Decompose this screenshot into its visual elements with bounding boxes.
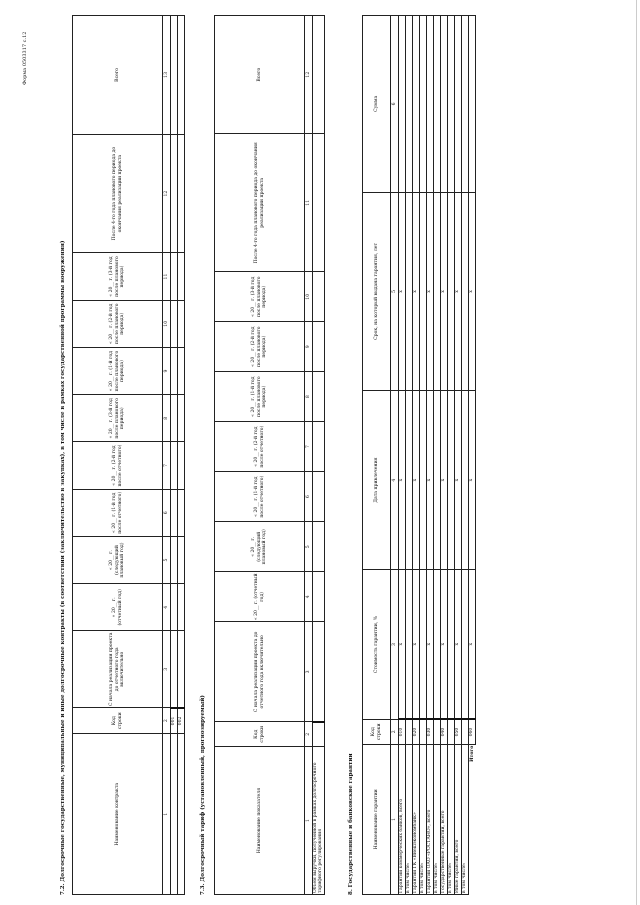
table-cell[interactable] [171, 395, 178, 442]
col-header: « 20__ г. (2-й год после отчетного) [215, 422, 305, 472]
table-cell[interactable] [427, 16, 434, 193]
table-cell[interactable] [462, 391, 469, 570]
table-cell: х [399, 391, 406, 570]
col-number: 13 [163, 16, 171, 135]
row-label: Объем выручки, полученной в рамках долгосрочного тарифного регулирования [313, 747, 325, 895]
table-cell: х [413, 570, 420, 720]
table-row [434, 16, 441, 895]
table-cell[interactable] [313, 622, 325, 722]
table-cell[interactable] [434, 391, 441, 570]
table-cell[interactable] [420, 570, 427, 720]
col-number: 9 [163, 347, 171, 394]
row-code: 050 [455, 719, 462, 744]
col-number: 9 [305, 322, 313, 372]
col-number: 10 [305, 272, 313, 322]
table-row [427, 16, 434, 895]
col-header: « 20__ г. (2-й год после планового периода) [73, 300, 163, 347]
row-code: 030 [427, 719, 434, 744]
row-label: Гарантии коммерческих банков, всего [399, 744, 406, 894]
table-cell[interactable] [178, 134, 185, 253]
section-7-3-title: 7.3. Долгосрочный тариф (установленный, прогнозируемый) [200, 695, 206, 895]
col-number: 11 [163, 253, 171, 300]
table-cell[interactable] [313, 372, 325, 422]
table-cell[interactable] [178, 734, 185, 895]
table-cell[interactable] [313, 572, 325, 622]
col-number: 3 [163, 631, 171, 708]
col-number: 3 [305, 622, 313, 722]
col-number: 2 [391, 719, 399, 744]
col-header: « 20__ г. (1-й год после планового периода) [215, 372, 305, 422]
col-header: Наименование показателя [215, 747, 305, 895]
table-cell[interactable] [171, 489, 178, 536]
col-header: После 4-го года планового периода до окончания реализации проекта [215, 134, 305, 272]
table-cell[interactable] [178, 300, 185, 347]
row-code: 040 [441, 719, 448, 744]
col-header: « 20__ г. (1-й год после отчетного) [73, 489, 163, 536]
col-header: Код строки [73, 708, 163, 734]
col-number: 12 [305, 16, 313, 134]
table-cell[interactable] [448, 570, 455, 720]
table-cell[interactable] [406, 192, 413, 390]
table-cell[interactable] [171, 16, 178, 135]
scan-edge-line [636, 0, 637, 905]
col-header: « 20__ г. (отчетный год) [73, 584, 163, 631]
col-number: 1 [391, 744, 399, 894]
table-cell[interactable] [178, 631, 185, 708]
table-cell[interactable] [434, 16, 441, 193]
table-row [462, 16, 469, 895]
col-number: 1 [305, 747, 313, 895]
col-number: 7 [163, 442, 171, 489]
col-header: Срок, на который выдана гарантия, лет [363, 192, 391, 390]
table-row [448, 16, 455, 895]
row-label: Иные гарантии, всего [455, 744, 462, 894]
table-7-3 [214, 15, 325, 895]
row-code: 060 [469, 719, 476, 744]
table-cell[interactable] [171, 536, 178, 583]
row-label: в том числе: [420, 744, 427, 894]
table-cell[interactable] [178, 16, 185, 135]
col-header: « 20__ г. (1-й год после планового периода) [73, 347, 163, 394]
table-row [406, 16, 413, 895]
table-cell: х [455, 192, 462, 390]
col-header: « 20__ г. (отчетный год) [215, 572, 305, 622]
table-8 [362, 15, 476, 895]
table-cell[interactable] [406, 16, 413, 193]
row-label: Гарантии ГК «Внешэкономбанк» [413, 744, 420, 894]
table-cell: х [413, 192, 420, 390]
col-number: 5 [391, 192, 399, 390]
table-cell[interactable] [462, 570, 469, 720]
col-number: 11 [305, 134, 313, 272]
col-number: 5 [163, 536, 171, 583]
table-row [413, 16, 420, 895]
col-number: 6 [305, 472, 313, 522]
col-header: Код строки [215, 722, 305, 747]
table-cell: х [455, 570, 462, 720]
col-number: 7 [305, 422, 313, 472]
row-label: в том числе: [434, 744, 441, 894]
row-label: в том числе: [462, 744, 469, 894]
form-label: Форма 0503317 с.12 [22, 31, 28, 85]
table-cell: х [427, 570, 434, 720]
table-cell[interactable] [313, 522, 325, 572]
col-header: Дата привлечения [363, 391, 391, 570]
table-cell[interactable] [178, 347, 185, 394]
table-cell: х [441, 192, 448, 390]
col-header: « 20__ г. (2-й год после планового периода) [215, 322, 305, 372]
table-cell: х [469, 192, 476, 390]
table-cell[interactable] [448, 16, 455, 193]
row-code [462, 719, 469, 744]
col-number: 3 [391, 570, 399, 720]
table-cell[interactable] [469, 16, 476, 193]
col-header: « 20__ г. (3-й год после планового периода) [215, 272, 305, 322]
col-header: Наименование контракта [73, 734, 163, 895]
row-code [420, 719, 427, 744]
table-cell[interactable] [455, 16, 462, 193]
table-cell: х [441, 391, 448, 570]
table-cell[interactable] [313, 422, 325, 472]
table-cell: х [427, 391, 434, 570]
col-number: 12 [163, 134, 171, 253]
table-row [399, 16, 406, 895]
table-cell[interactable] [413, 16, 420, 193]
table-cell[interactable] [406, 570, 413, 720]
row-label: в том числе: [406, 744, 413, 894]
table-cell[interactable] [178, 395, 185, 442]
table-cell[interactable] [171, 584, 178, 631]
row-code: 002 [178, 708, 185, 734]
col-number: 2 [305, 722, 313, 747]
table-cell: х [469, 570, 476, 720]
col-header: « 20__ г. (3-й год после планового периода) [73, 395, 163, 442]
col-header: Стоимость гарантии, % [363, 570, 391, 720]
row-code [313, 722, 325, 747]
table-cell[interactable] [420, 16, 427, 193]
table-cell[interactable] [178, 584, 185, 631]
row-code [448, 719, 455, 744]
table-cell[interactable] [462, 16, 469, 193]
table-cell[interactable] [420, 391, 427, 570]
col-number: 4 [163, 584, 171, 631]
col-header: Всего [215, 16, 305, 134]
table-cell: х [441, 570, 448, 720]
row-code: 001 [171, 708, 178, 734]
table-cell[interactable] [171, 631, 178, 708]
table-cell[interactable] [399, 16, 406, 193]
row-code: 020 [413, 719, 420, 744]
col-number: 4 [305, 572, 313, 622]
row-label: в том числе: [448, 744, 455, 894]
table-cell[interactable] [313, 272, 325, 322]
table-cell[interactable] [178, 489, 185, 536]
col-header: С начала реализации проекта до отчетного года включительно [73, 631, 163, 708]
table-cell: х [399, 570, 406, 720]
table-row [455, 16, 462, 895]
col-number: 6 [391, 16, 399, 193]
table-cell: х [427, 192, 434, 390]
table-cell[interactable] [448, 391, 455, 570]
total-label: Итого [469, 744, 476, 894]
table-cell[interactable] [406, 391, 413, 570]
table-cell[interactable] [171, 442, 178, 489]
table-cell[interactable] [313, 16, 325, 134]
col-header: « 20__ г. (3-й год после планового периода) [73, 253, 163, 300]
table-cell[interactable] [178, 536, 185, 583]
row-label: Гарантии ОАО «РОСТАНО», всего [427, 744, 434, 894]
table-cell[interactable] [441, 16, 448, 193]
table-cell[interactable] [313, 134, 325, 272]
section-7-2-title: 7.2. Долгосрочные государственные, муниципальные и иные долгосрочные контракты (в соответствии (заключительство в закупках), в том числе в рамках государственной программы вооружения) [60, 240, 66, 895]
table-cell[interactable] [462, 192, 469, 390]
col-header: « 20__ г. (следующий плановый год) [215, 522, 305, 572]
table-cell: х [399, 192, 406, 390]
table-cell[interactable] [178, 253, 185, 300]
col-header: С начала реализации проекта до отчетного года включительно [215, 622, 305, 722]
table-cell[interactable] [420, 192, 427, 390]
table-cell[interactable] [434, 192, 441, 390]
section-8-title: 8. Государственные и банковские гарантии [348, 753, 354, 895]
table-cell[interactable] [313, 322, 325, 372]
table-cell[interactable] [171, 134, 178, 253]
row-code: 010 [399, 719, 406, 744]
table-cell: х [455, 391, 462, 570]
table-row [469, 16, 476, 895]
row-label: Государственные гарантии, всего [441, 744, 448, 894]
col-number: 6 [163, 489, 171, 536]
col-number: 4 [391, 391, 399, 570]
table-cell[interactable] [178, 442, 185, 489]
col-number: 1 [163, 734, 171, 895]
table-7-2 [72, 15, 185, 895]
col-number: 10 [163, 300, 171, 347]
col-number: 8 [163, 395, 171, 442]
table-cell[interactable] [434, 570, 441, 720]
table-cell: х [469, 391, 476, 570]
table-row [420, 16, 427, 895]
row-code [434, 719, 441, 744]
table-cell: х [413, 391, 420, 570]
col-number: 8 [305, 372, 313, 422]
col-header: Всего [73, 16, 163, 135]
row-code [406, 719, 413, 744]
col-header: Сумма [363, 16, 391, 193]
table-row [441, 16, 448, 895]
col-header: Код строки [363, 719, 391, 744]
col-header: « 20__ г. (следующий плановый год) [73, 536, 163, 583]
table-cell[interactable] [313, 472, 325, 522]
col-number: 5 [305, 522, 313, 572]
col-number: 2 [163, 708, 171, 734]
col-header: Наименование гарантии [363, 744, 391, 894]
table-cell[interactable] [171, 253, 178, 300]
table-cell[interactable] [448, 192, 455, 390]
table-cell[interactable] [171, 300, 178, 347]
col-header: « 20__ г. (2-й год после отчетного) [73, 442, 163, 489]
col-header: После 4-го года планового периода до окончания реализации проекта [73, 134, 163, 253]
col-header: « 20__ г. (1-й год после отчетного) [215, 472, 305, 522]
table-cell[interactable] [171, 734, 178, 895]
table-cell[interactable] [171, 347, 178, 394]
